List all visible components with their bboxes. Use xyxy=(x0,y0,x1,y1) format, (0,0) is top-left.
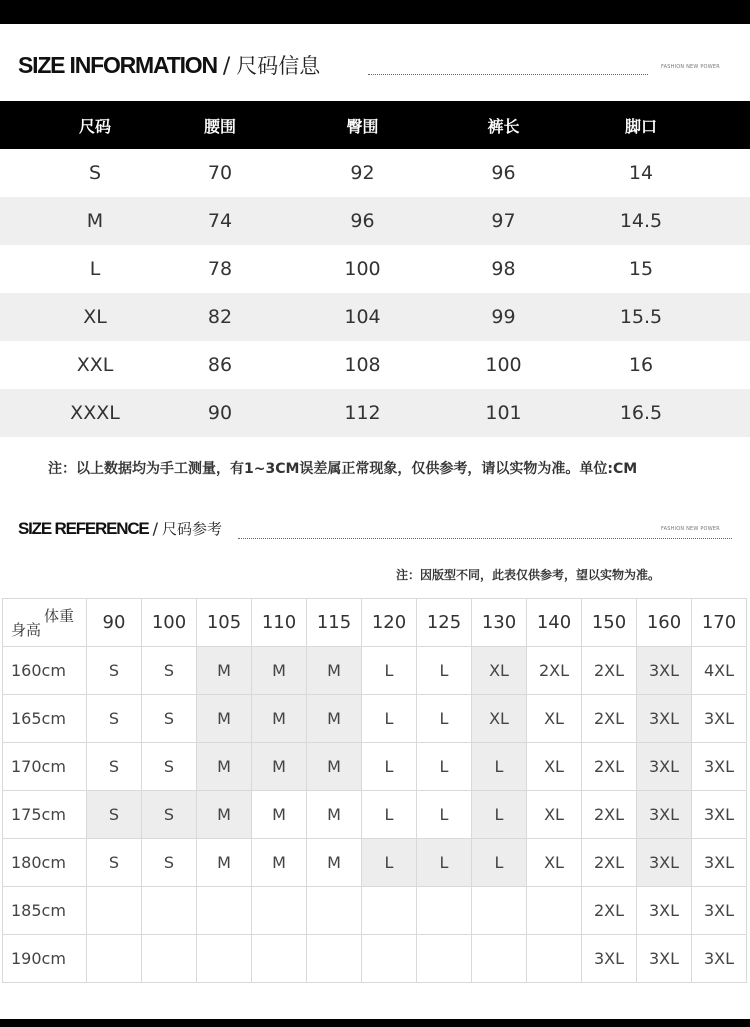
size-cell: L xyxy=(417,839,472,887)
height-header: 185cm xyxy=(3,887,87,935)
weight-header: 90 xyxy=(87,599,142,647)
size-cell xyxy=(307,935,362,983)
cell-size: L xyxy=(89,258,101,280)
size-cell: L xyxy=(417,647,472,695)
size-cell: XL xyxy=(527,839,582,887)
size-cell: 3XL xyxy=(637,839,692,887)
size-cell: M xyxy=(252,839,307,887)
size-reference-heading xyxy=(18,518,222,539)
weight-header: 170 xyxy=(692,599,747,647)
cell-waist: 70 xyxy=(207,162,233,184)
dotted-divider xyxy=(368,74,648,75)
size-cell: S xyxy=(87,791,142,839)
size-cell xyxy=(197,935,252,983)
size-cell: M xyxy=(197,695,252,743)
height-label: 身高 xyxy=(11,621,42,639)
size-cell: 2XL xyxy=(527,647,582,695)
size-cell: L xyxy=(417,743,472,791)
table-row xyxy=(0,341,750,389)
measurement-note: 注：以上数据均为手工测量，有1~3CM误差属正常现象，仅供参考，请以实物为准。单位:CM xyxy=(48,461,638,477)
weight-header: 115 xyxy=(307,599,362,647)
cell-size: XXL xyxy=(76,354,114,376)
size-cell: 3XL xyxy=(692,743,747,791)
weight-header-row xyxy=(3,599,747,647)
tagline-2: FASHION NEW POWER xyxy=(661,526,720,532)
size-cell: L xyxy=(362,839,417,887)
size-cell: XL xyxy=(527,695,582,743)
size-cell: L xyxy=(472,839,527,887)
cell-waist: 86 xyxy=(207,354,233,376)
size-cell: L xyxy=(362,695,417,743)
height-header: 160cm xyxy=(3,647,87,695)
table-row xyxy=(0,197,750,245)
cell-size: S xyxy=(88,162,102,184)
height-header: 175cm xyxy=(3,791,87,839)
size-cell: M xyxy=(197,791,252,839)
size-cell: 2XL xyxy=(582,695,637,743)
cell-hip: 104 xyxy=(344,306,381,328)
size-cell: S xyxy=(87,695,142,743)
cell-length: 100 xyxy=(485,354,522,376)
size-table-header xyxy=(0,101,750,149)
size-cell xyxy=(87,935,142,983)
size-cell: S xyxy=(142,743,197,791)
size-cell xyxy=(307,887,362,935)
table-row xyxy=(0,149,750,197)
size-cell: M xyxy=(307,839,362,887)
section-title-zh: 尺码信息 xyxy=(236,54,321,78)
size-cell: 3XL xyxy=(637,791,692,839)
table-row xyxy=(0,293,750,341)
cell-waist: 74 xyxy=(207,210,233,232)
size-cell: 3XL xyxy=(637,935,692,983)
size-cell xyxy=(362,887,417,935)
cell-size: XXXL xyxy=(70,402,120,424)
size-cell xyxy=(417,887,472,935)
size-cell: 3XL xyxy=(637,743,692,791)
cell-waist: 78 xyxy=(207,258,233,280)
size-cell: 3XL xyxy=(692,887,747,935)
size-cell: 3XL xyxy=(637,695,692,743)
size-cell xyxy=(142,887,197,935)
height-header: 170cm xyxy=(3,743,87,791)
size-cell: L xyxy=(362,791,417,839)
weight-header: 150 xyxy=(582,599,637,647)
size-cell: S xyxy=(142,695,197,743)
cell-length: 99 xyxy=(491,306,516,328)
size-cell: 3XL xyxy=(692,839,747,887)
size-cell: 3XL xyxy=(692,695,747,743)
size-cell xyxy=(197,887,252,935)
size-cell: M xyxy=(252,743,307,791)
weight-header: 160 xyxy=(637,599,692,647)
size-cell: M xyxy=(307,695,362,743)
cell-hip: 92 xyxy=(350,162,375,184)
size-cell: M xyxy=(252,647,307,695)
size-cell xyxy=(252,887,307,935)
cell-leg-opening: 14 xyxy=(628,162,654,184)
size-cell: S xyxy=(142,839,197,887)
size-cell: L xyxy=(417,791,472,839)
header-size: 尺码 xyxy=(78,116,111,136)
table-row xyxy=(3,695,747,743)
weight-header: 100 xyxy=(142,599,197,647)
size-cell: 2XL xyxy=(582,647,637,695)
size-cell: 2XL xyxy=(582,791,637,839)
header-hip: 臀围 xyxy=(346,116,379,136)
size-cell: L xyxy=(417,695,472,743)
cell-size: M xyxy=(86,210,104,232)
size-cell: 3XL xyxy=(637,647,692,695)
size-cell: S xyxy=(142,647,197,695)
cell-hip: 100 xyxy=(344,258,381,280)
cell-hip: 96 xyxy=(350,210,375,232)
section2-title-zh: 尺码参考 xyxy=(161,520,222,538)
size-cell: S xyxy=(142,791,197,839)
size-cell: M xyxy=(307,791,362,839)
table-row xyxy=(0,245,750,293)
cell-length: 97 xyxy=(491,210,516,232)
weight-header: 105 xyxy=(197,599,252,647)
size-cell: 2XL xyxy=(582,887,637,935)
size-cell: 2XL xyxy=(582,743,637,791)
size-cell: XL xyxy=(472,647,527,695)
cell-leg-opening: 15 xyxy=(628,258,654,280)
size-cell: L xyxy=(362,743,417,791)
size-cell xyxy=(472,935,527,983)
size-cell: 3XL xyxy=(692,935,747,983)
table-row xyxy=(3,743,747,791)
size-cell xyxy=(142,935,197,983)
size-cell: M xyxy=(197,743,252,791)
size-cell: S xyxy=(87,647,142,695)
size-cell xyxy=(362,935,417,983)
height-header: 190cm xyxy=(3,935,87,983)
cell-length: 101 xyxy=(485,402,522,424)
height-header: 180cm xyxy=(3,839,87,887)
bottom-black-bar xyxy=(0,1019,750,1027)
size-cell: L xyxy=(362,647,417,695)
size-cell: XL xyxy=(527,791,582,839)
section-title-separator: / xyxy=(222,54,231,79)
section2-title-separator: / xyxy=(152,519,158,538)
cell-waist: 90 xyxy=(207,402,233,424)
size-cell: M xyxy=(197,647,252,695)
cell-waist: 82 xyxy=(207,306,233,328)
header-waist: 腰围 xyxy=(203,116,236,136)
section-title-en: SIZE INFORMATION xyxy=(18,52,217,78)
weight-header: 125 xyxy=(417,599,472,647)
header-leg-opening: 脚口 xyxy=(624,116,657,136)
top-black-bar xyxy=(0,0,750,24)
cell-length: 98 xyxy=(491,258,516,280)
cell-leg-opening: 16 xyxy=(628,354,654,376)
size-cell: 3XL xyxy=(637,887,692,935)
size-cell: 4XL xyxy=(692,647,747,695)
cell-hip: 108 xyxy=(344,354,381,376)
header-length: 裤长 xyxy=(487,116,520,136)
size-cell xyxy=(527,887,582,935)
cell-hip: 112 xyxy=(344,402,381,424)
height-header: 165cm xyxy=(3,695,87,743)
table-row xyxy=(3,887,747,935)
size-reference-table xyxy=(2,598,747,983)
size-cell: L xyxy=(472,743,527,791)
size-cell: M xyxy=(307,743,362,791)
reference-note: 注：因版型不同，此表仅供参考，望以实物为准。 xyxy=(396,568,661,582)
size-cell: 3XL xyxy=(582,935,637,983)
table-row xyxy=(3,791,747,839)
table-row xyxy=(3,935,747,983)
table-row xyxy=(3,647,747,695)
weight-label: 体重 xyxy=(43,607,74,625)
cell-leg-opening: 16.5 xyxy=(619,402,663,424)
dotted-divider-2 xyxy=(238,538,732,539)
size-cell: 2XL xyxy=(582,839,637,887)
size-cell: L xyxy=(472,791,527,839)
size-cell xyxy=(87,887,142,935)
weight-header: 140 xyxy=(527,599,582,647)
size-cell: M xyxy=(197,839,252,887)
table-row xyxy=(0,389,750,437)
cell-leg-opening: 14.5 xyxy=(619,210,663,232)
weight-header: 120 xyxy=(362,599,417,647)
tagline: FASHION NEW POWER xyxy=(661,64,720,70)
weight-header: 130 xyxy=(472,599,527,647)
size-cell: M xyxy=(307,647,362,695)
size-cell xyxy=(527,935,582,983)
size-cell: S xyxy=(87,839,142,887)
size-table xyxy=(0,101,750,437)
weight-header: 110 xyxy=(252,599,307,647)
size-cell xyxy=(472,887,527,935)
size-cell: XL xyxy=(527,743,582,791)
cell-length: 96 xyxy=(491,162,516,184)
size-cell: S xyxy=(87,743,142,791)
size-cell: M xyxy=(252,791,307,839)
corner-cell xyxy=(3,599,87,647)
size-cell: XL xyxy=(472,695,527,743)
cell-leg-opening: 15.5 xyxy=(619,306,663,328)
size-cell: M xyxy=(252,695,307,743)
size-cell xyxy=(417,935,472,983)
section2-title-en: SIZE REFERENCE xyxy=(18,519,149,538)
size-cell xyxy=(252,935,307,983)
size-cell: 3XL xyxy=(692,791,747,839)
cell-size: XL xyxy=(83,306,107,328)
size-information-heading xyxy=(18,50,320,80)
table-row xyxy=(3,839,747,887)
